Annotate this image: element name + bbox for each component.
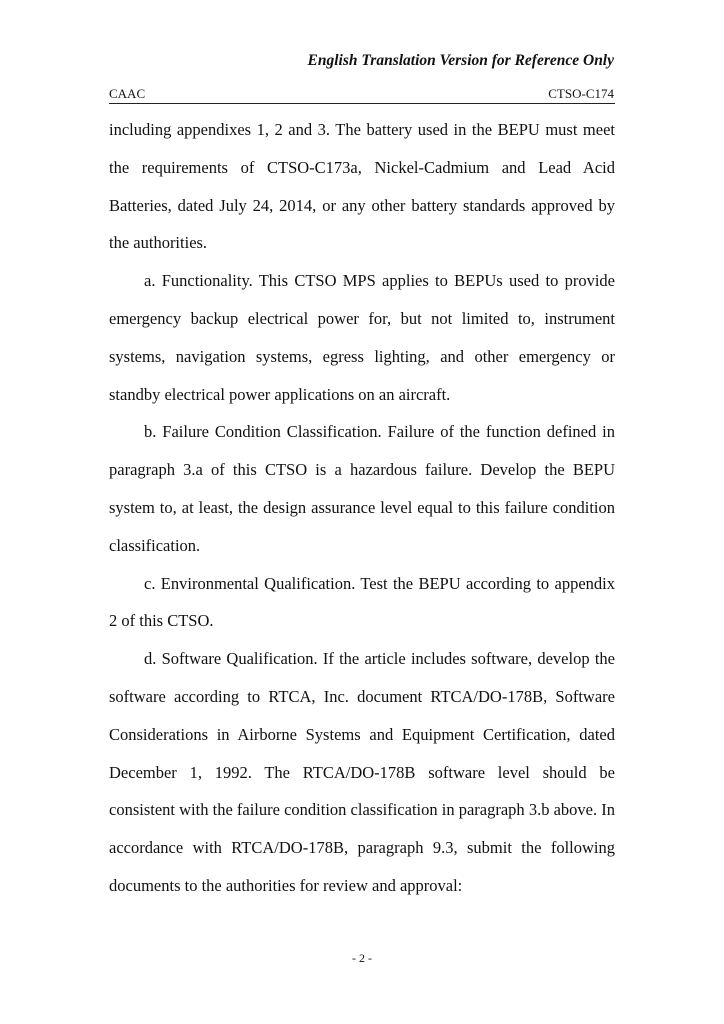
- document-body: [109, 111, 615, 905]
- paragraph-environmental-qualification: c. Environmental Qualification. Test the BEPU according to appendix 2 of this CTSO.: [109, 573, 615, 631]
- paragraph-failure-condition: b. Failure Condition Classification. Failure of the function defined in paragraph 3.a of this CTSO is a hazardous failure. Develop the BEPU system to, at least, the design assurance level equal to this failure condition classification.: [109, 422, 615, 555]
- translation-note: English Translation Version for Reference Only: [307, 52, 614, 69]
- paragraph-continuation: including appendixes 1, 2 and 3. The battery used in the BEPU must meet the requirements of CTSO-C173a, Nickel-Cadmium and Lead Acid Batteries, dated July 24, 2014, or any other battery standards approved by the authorities.: [109, 120, 615, 253]
- page-number: - 2 -: [352, 951, 372, 965]
- header-document-id: CTSO-C174: [548, 86, 614, 101]
- paragraph-functionality: a. Functionality. This CTSO MPS applies to BEPUs used to provide emergency backup electrical power for, but not limited to, instrument systems, navigation systems, egress lighting, and other emergency or standby electrical power applications on an aircraft.: [109, 271, 615, 404]
- header-organization: CAAC: [109, 86, 146, 101]
- paragraph-software-qualification: d. Software Qualification. If the article includes software, develop the software according to RTCA, Inc. document RTCA/DO-178B, Software Considerations in Airborne Systems and Equipment Certification, dated December 1, 1992. The RTCA/DO-178B software level should be consistent with the failure condition classification in paragraph 3.b above. In accordance with RTCA/DO-178B, paragraph 9.3, submit the following documents to the authorities for review and approval:: [109, 649, 615, 895]
- header-divider: [109, 103, 615, 104]
